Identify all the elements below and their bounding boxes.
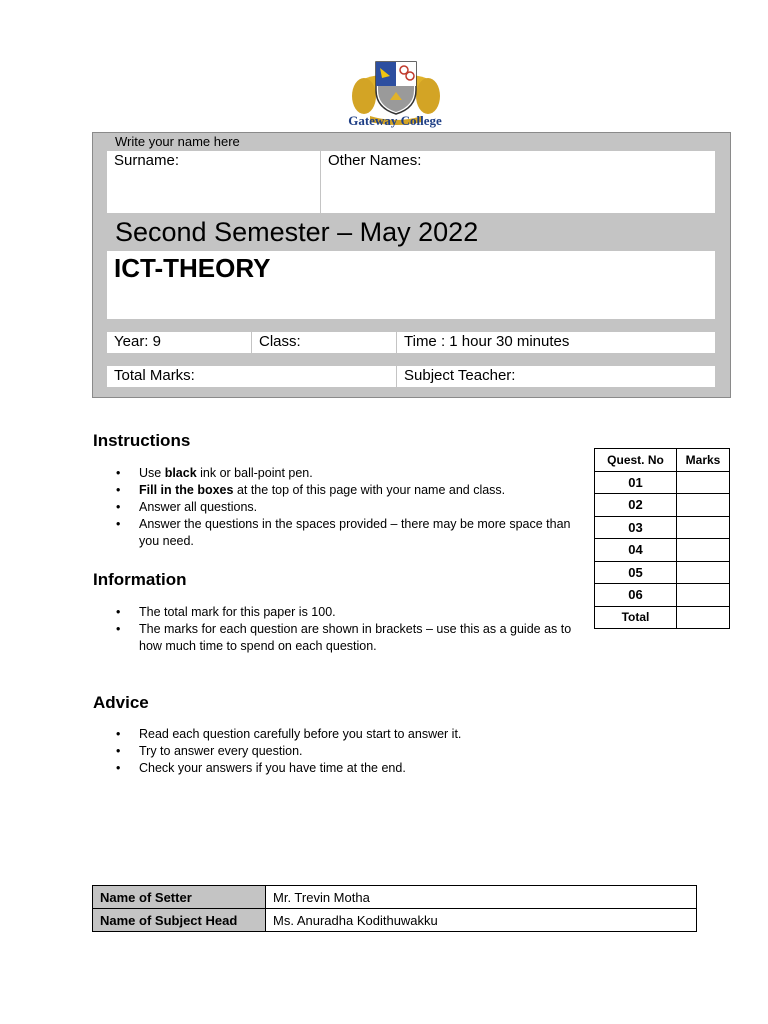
advice-list: [116, 726, 586, 777]
question-number: 02: [595, 494, 677, 517]
table-row: [595, 584, 730, 607]
marks-cell[interactable]: [677, 471, 730, 494]
advice-item: • Try to answer every question.: [116, 743, 586, 760]
advice-heading: Advice: [93, 693, 149, 712]
advice-item: • Read each question carefully before you start to answer it.: [116, 726, 586, 743]
table-row: [93, 909, 697, 932]
marks-cell[interactable]: [677, 516, 730, 539]
instruction-item: • Fill in the boxes at the top of this page with your name and class.: [116, 482, 576, 499]
school-name: Gateway College: [348, 113, 442, 128]
marks-table-header: [595, 449, 730, 472]
question-number: 03: [595, 516, 677, 539]
other-names-label: Other Names:: [328, 152, 422, 169]
year-label: Year: 9: [114, 333, 161, 350]
marks-cell[interactable]: [677, 494, 730, 517]
total-marks-label: Total Marks:: [114, 367, 195, 384]
subject-title: ICT-THEORY: [107, 251, 715, 319]
instructions-list: [116, 465, 576, 550]
col-marks-header: Marks: [677, 449, 730, 472]
time-field: [397, 332, 715, 353]
class-field[interactable]: [252, 332, 396, 353]
table-row: [595, 516, 730, 539]
advice-item: • Check your answers if you have time at the end.: [116, 760, 586, 777]
year-field: [107, 332, 251, 353]
semester-title: Second Semester – May 2022: [115, 217, 479, 247]
question-number: 04: [595, 539, 677, 562]
table-row: [93, 886, 697, 909]
subject-head-name: Ms. Anuradha Kodithuwakku: [266, 909, 697, 932]
total-marks-field[interactable]: [107, 366, 396, 387]
table-row: [595, 561, 730, 584]
marks-cell[interactable]: [677, 561, 730, 584]
marks-cell[interactable]: [677, 584, 730, 607]
class-label: Class:: [259, 333, 301, 350]
question-number: 01: [595, 471, 677, 494]
candidate-details-box: [92, 132, 731, 398]
surname-label: Surname:: [114, 152, 180, 169]
marks-cell[interactable]: [677, 539, 730, 562]
information-heading: Information: [93, 570, 187, 589]
total-label: Total: [595, 606, 677, 629]
total-marks-cell[interactable]: [677, 606, 730, 629]
table-row: [595, 494, 730, 517]
table-row: [595, 539, 730, 562]
surname-field[interactable]: [107, 151, 320, 213]
instruction-item: • Answer the questions in the spaces provided – there may be more space than you need.: [116, 516, 576, 550]
question-number: 05: [595, 561, 677, 584]
information-list: [116, 604, 586, 655]
col-question-header: Quest. No: [595, 449, 677, 472]
subject-teacher-field[interactable]: [397, 366, 715, 387]
time-label: Time : 1 hour 30 minutes: [404, 333, 570, 350]
signoff-table: [92, 885, 697, 932]
information-item: • The total mark for this paper is 100.: [116, 604, 586, 621]
instructions-heading: Instructions: [93, 431, 191, 450]
subject-head-label: Name of Subject Head: [93, 909, 266, 932]
setter-name: Mr. Trevin Motha: [266, 886, 697, 909]
table-row: [595, 606, 730, 629]
question-number: 06: [595, 584, 677, 607]
instruction-item: • Use black ink or ball-point pen.: [116, 465, 576, 482]
instruction-item: • Answer all questions.: [116, 499, 576, 516]
marks-table: [594, 448, 730, 629]
setter-label: Name of Setter: [93, 886, 266, 909]
table-row: [595, 471, 730, 494]
subject-teacher-label: Subject Teacher:: [404, 367, 516, 384]
other-names-field[interactable]: [321, 151, 715, 213]
write-name-label: Write your name here: [115, 134, 240, 149]
information-item: • The marks for each question are shown in brackets – use this as a guide as to how much time to spend on each question.: [116, 621, 586, 655]
